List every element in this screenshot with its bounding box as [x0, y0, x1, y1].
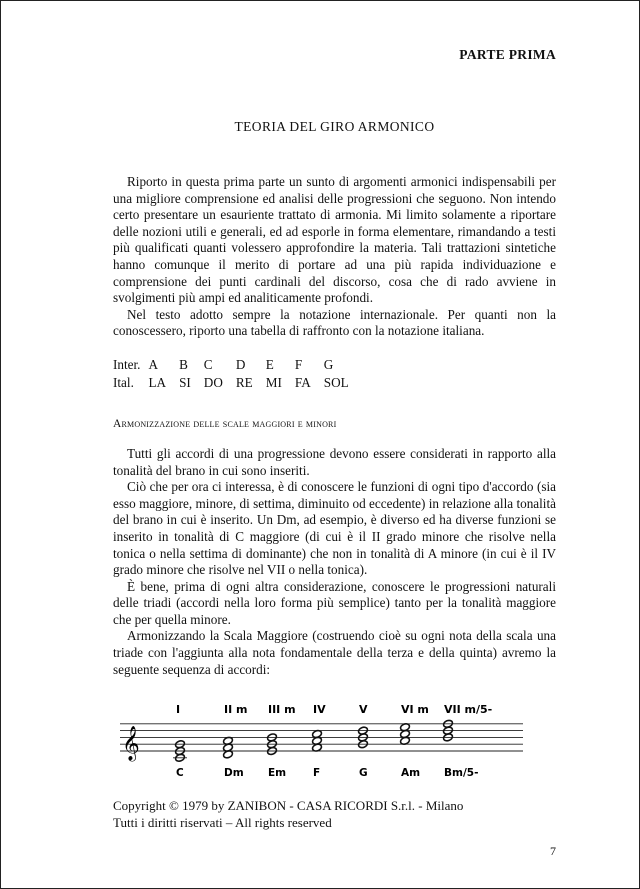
cell: F	[294, 356, 303, 372]
rights-line: Tutti i diritti riservati – All rights reserved	[113, 814, 332, 830]
paragraph: Armonizzando la Scala Maggiore (costruendo cioè su ogni nota della scala una triade con l'aggiunta alla nota fondamentale della terza e della quinta) avremo la seguente sequenza di accordi:	[113, 628, 556, 677]
cell: LA	[148, 374, 167, 390]
chord-name-label: G	[359, 767, 368, 780]
cell: MI	[265, 374, 282, 390]
paragraph: Riporto in questa prima parte un sunto di argomenti armonici indispensabili per una migliore comprensione ed analisi delle progressioni che seguono. Non intendo certo presentare un esauriente trattato di armonia. Mi limito solamente a riportare delle nozioni utili e generali, ed ad esporle in forma elementare, rimandando a testi più qualificati quanti volessero approfondire la materia. Tali trattazioni sintetiche hanno comunque il merito di portare ad una più rapida individuazione e comprensione dei punti cardinali del discorso, cosa che di rado avviene in svolgimenti più ampi ed analiticamente profondi.	[113, 174, 556, 306]
cell: SI	[179, 374, 191, 390]
chapter-title: TEORIA DEL GIRO ARMONICO	[234, 119, 435, 134]
cell: SOL	[323, 374, 349, 390]
table-row	[113, 356, 362, 374]
paragraph: È bene, prima di ogni altra considerazione, conoscere le progressioni naturali delle triadi (accordi nella loro forma più semplice) tanto per la tonalità maggiore che per quella minore.	[113, 578, 556, 627]
music-example	[0, 696, 640, 784]
chord-notes	[173, 719, 453, 762]
copyright-notice	[113, 798, 556, 831]
scale-degree-label: VII m/5-	[444, 703, 493, 717]
paragraph: Nel testo adotto sempre la notazione internazionale. Per quanti non la conoscessero, riporto una tabella di raffronto con la notazione italiana.	[113, 306, 556, 339]
cell: E	[265, 356, 274, 372]
table-row	[113, 374, 362, 392]
row-label: Ital.	[113, 374, 134, 390]
section-heading: Armonizzazione delle scale maggiori e minori	[113, 417, 337, 430]
scale-degree-label: VI m	[401, 703, 429, 717]
scale-degree-label: I	[176, 703, 181, 717]
chord-name-label: Dm	[224, 767, 244, 780]
chord-name-label: F	[313, 767, 321, 780]
copyright-line: Copyright © 1979 by ZANIBON - CASA RICORDI S.r.l. - Milano	[113, 798, 464, 814]
treble-clef-icon: 𝄞	[122, 726, 140, 762]
paragraph: Tutti gli accordi di una progressione devono essere considerati in rapporto alla tonalità del brano in cui sono inseriti.	[113, 445, 556, 478]
cell: RE	[235, 374, 253, 390]
cell: C	[203, 356, 213, 372]
cell: A	[148, 356, 158, 372]
chord-name-label: Em	[268, 767, 287, 780]
page-number: 7	[550, 844, 556, 859]
chord-name-label: Am	[401, 767, 421, 780]
cell: G	[323, 356, 334, 372]
body-text	[113, 446, 556, 678]
scale-degree-label: III m	[268, 703, 296, 717]
scale-degree-label: V	[359, 703, 368, 717]
scale-degree-label: IV	[313, 703, 326, 717]
chord-name-label: C	[176, 767, 184, 780]
scale-degree-label: II m	[224, 703, 248, 717]
paragraph: Ciò che per ora ci interessa, è di conoscere le funzioni di ogni tipo d'accordo (sia esso maggiore, minore, di settima, diminuito od eccedente) in relazione alla tonalità del brano in cui è inserito. Un Dm, ad esempio, è diverso ed ha diverse funzioni se inserito in tonalità di C maggiore (di cui è il II grado minore che risolve nella tonica o nella settima di dominante) che non in tonalità di A minore (in cui è il IV grado minore che risolve nel VII o nella tonica).	[113, 479, 556, 578]
running-header: PARTE PRIMA	[459, 47, 556, 62]
cell: D	[235, 356, 246, 372]
row-label: Inter.	[113, 356, 141, 372]
cell: B	[179, 356, 188, 372]
chord-name-label: Bm/5-	[444, 767, 479, 780]
cell: DO	[203, 374, 223, 390]
notation-table	[113, 356, 556, 392]
intro-text	[113, 174, 556, 340]
cell: FA	[294, 374, 311, 390]
